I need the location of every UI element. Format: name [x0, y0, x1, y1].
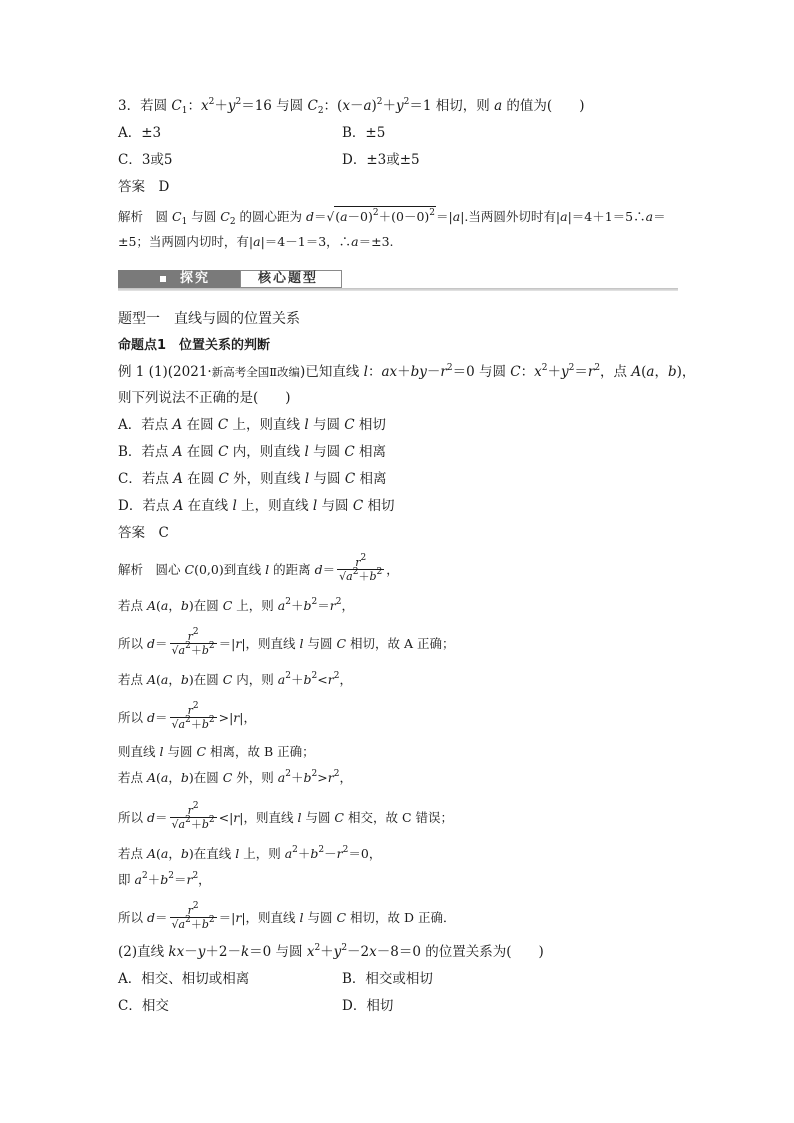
sol-5-render: 所以 d＝ $\frac{r^2}{√a^2+b^2}$ >|r|， — [118, 701, 256, 731]
q3-answer: 答案 D — [118, 179, 170, 195]
sol-line-9 — [118, 844, 381, 864]
sol-10-render: 即 $a^2+b^2=r^2$， — [118, 871, 211, 887]
q3-stem — [118, 96, 584, 116]
ex1-answer: 答案 C — [118, 525, 169, 541]
ex2-option-b: B．相交或相切 — [342, 971, 433, 987]
sol-line-7 — [118, 768, 352, 788]
ex2-stem — [118, 942, 544, 962]
ex1-opt-c-render: C．若点 A 在圆 C 外，则直线 l 与圆 C 相离 — [118, 471, 387, 487]
sol-4-render: 若点 A(a，b)在圆 C 内，则 $a^2+b^2<r^2$， — [118, 671, 352, 687]
ex1-stem-line-2: 则下列说法不正确的是( ) — [118, 390, 291, 406]
ex1-opt-a-render: A．若点 A 在圆 C 上，则直线 l 与圆 C 相切 — [118, 417, 386, 433]
ex1-stem-line-1 — [118, 362, 695, 382]
banner-square-icon — [160, 276, 166, 282]
sol-line-10 — [118, 870, 211, 890]
section-banner — [118, 270, 678, 290]
ex1-option-b — [118, 442, 386, 462]
banner-section-label: 探究 — [180, 271, 211, 286]
q3-analysis-1-render: 解析 圆 $C_1$ 与圆 $C_2$ 的圆心距为 $d=√(a-0)^2+(0-0)^2=|a|$.当两圆外切时有|a|＝4＋1＝5∴a＝ — [118, 208, 666, 227]
sol-7-render: 若点 A(a，b)在圆 C 外，则 $a^2+b^2>r^2$， — [118, 769, 352, 785]
q3-analysis-line-2 — [118, 232, 394, 252]
point-heading: 命题点1 位置关系的判断 — [118, 338, 271, 353]
sol-6-render: 则直线 l 与圆 C 相离，故 B 正确； — [118, 744, 315, 759]
sol-3-render: 所以 d＝ $\frac{r^2}{√a^2+b^2}$ ＝|r|，则直线 l 与圆 C 相切，故 A 正确； — [118, 627, 455, 657]
sol-9-render: 若点 A(a，b)在直线 l 上，则 $a^2+b^2-r^2=0$， — [118, 845, 382, 861]
ex1-opt-b-render: B．若点 A 在圆 C 内，则直线 l 与圆 C 相离 — [118, 444, 387, 460]
ex2-option-c: C．相交 — [118, 998, 169, 1014]
sol-line-1 — [118, 553, 399, 584]
sol-line-8 — [118, 801, 453, 832]
ex2-option-d: D．相切 — [342, 998, 394, 1014]
sol-8-render: 所以 d＝ $\frac{r^2}{√a^2+b^2}$ <|r|，则直线 l 与圆 C 相交，故 C 错误； — [118, 801, 453, 831]
ex2-option-a: A．相交、相切或相离 — [118, 971, 250, 987]
ex1-option-d — [118, 496, 394, 516]
ex1-stem-1-render: 例 1 (1)(2021·新高考全国Ⅱ改编)已知直线 l：$ax+by-r^2=0$ 与圆 C：$x^2+y^2=r^2$，点 A(a，b)， — [118, 363, 696, 380]
sol-line-11 — [118, 901, 456, 932]
q3-option-a: A．±3 — [118, 125, 162, 141]
sol-2-render: 若点 A(a，b)在圆 C 上，则 $a^2+b^2=r^2$， — [118, 597, 354, 613]
banner-section-title: 核心题型 — [258, 271, 319, 286]
sol-line-2 — [118, 596, 354, 616]
ex1-option-c — [118, 469, 386, 489]
q3-analysis-2-render: ±5；当两圆内切时，有|a|＝4－1＝3，∴a＝±3. — [118, 234, 394, 249]
sol-line-4 — [118, 670, 352, 690]
sol-11-render: 所以 d＝ $\frac{r^2}{√a^2+b^2}$ ＝|r|，则直线 l 与圆 C 相切，故 D 正确． — [118, 901, 456, 931]
sol-line-3 — [118, 627, 455, 658]
q3-option-d: D．±3或±5 — [342, 152, 420, 168]
ex1-option-a — [118, 415, 386, 435]
q3-stem-render: 3．若圆 $C_1$：$x^2+y^2=16$ 与圆 $C_2$：$(x-a)^2+y^2=1$ 相切，则 a 的值为( ) — [118, 97, 585, 116]
type-heading: 题型一 直线与圆的位置关系 — [118, 311, 300, 327]
ex2-stem-render: (2)直线 kx－y＋2－k＝0 与圆 $x^2+y^2-2x-8=0$ 的位置关系为( ) — [118, 943, 544, 960]
sol-1-render: 解析 圆心 C(0,0)到直线 l 的距离 d＝ $\frac{r^2}{√a^2+b^2}$ ， — [118, 553, 399, 583]
banner-underline — [118, 288, 678, 291]
sol-line-5 — [118, 701, 256, 732]
page — [118, 0, 696, 1123]
q3-option-c: C．3或5 — [118, 152, 173, 168]
banner-dark-bar — [118, 270, 240, 288]
ex1-opt-d-render: D．若点 A 在直线 l 上，则直线 l 与圆 C 相切 — [118, 498, 395, 514]
q3-analysis-line-1 — [118, 206, 666, 227]
q3-option-b: B．±5 — [342, 125, 386, 141]
sol-line-6 — [118, 742, 315, 762]
